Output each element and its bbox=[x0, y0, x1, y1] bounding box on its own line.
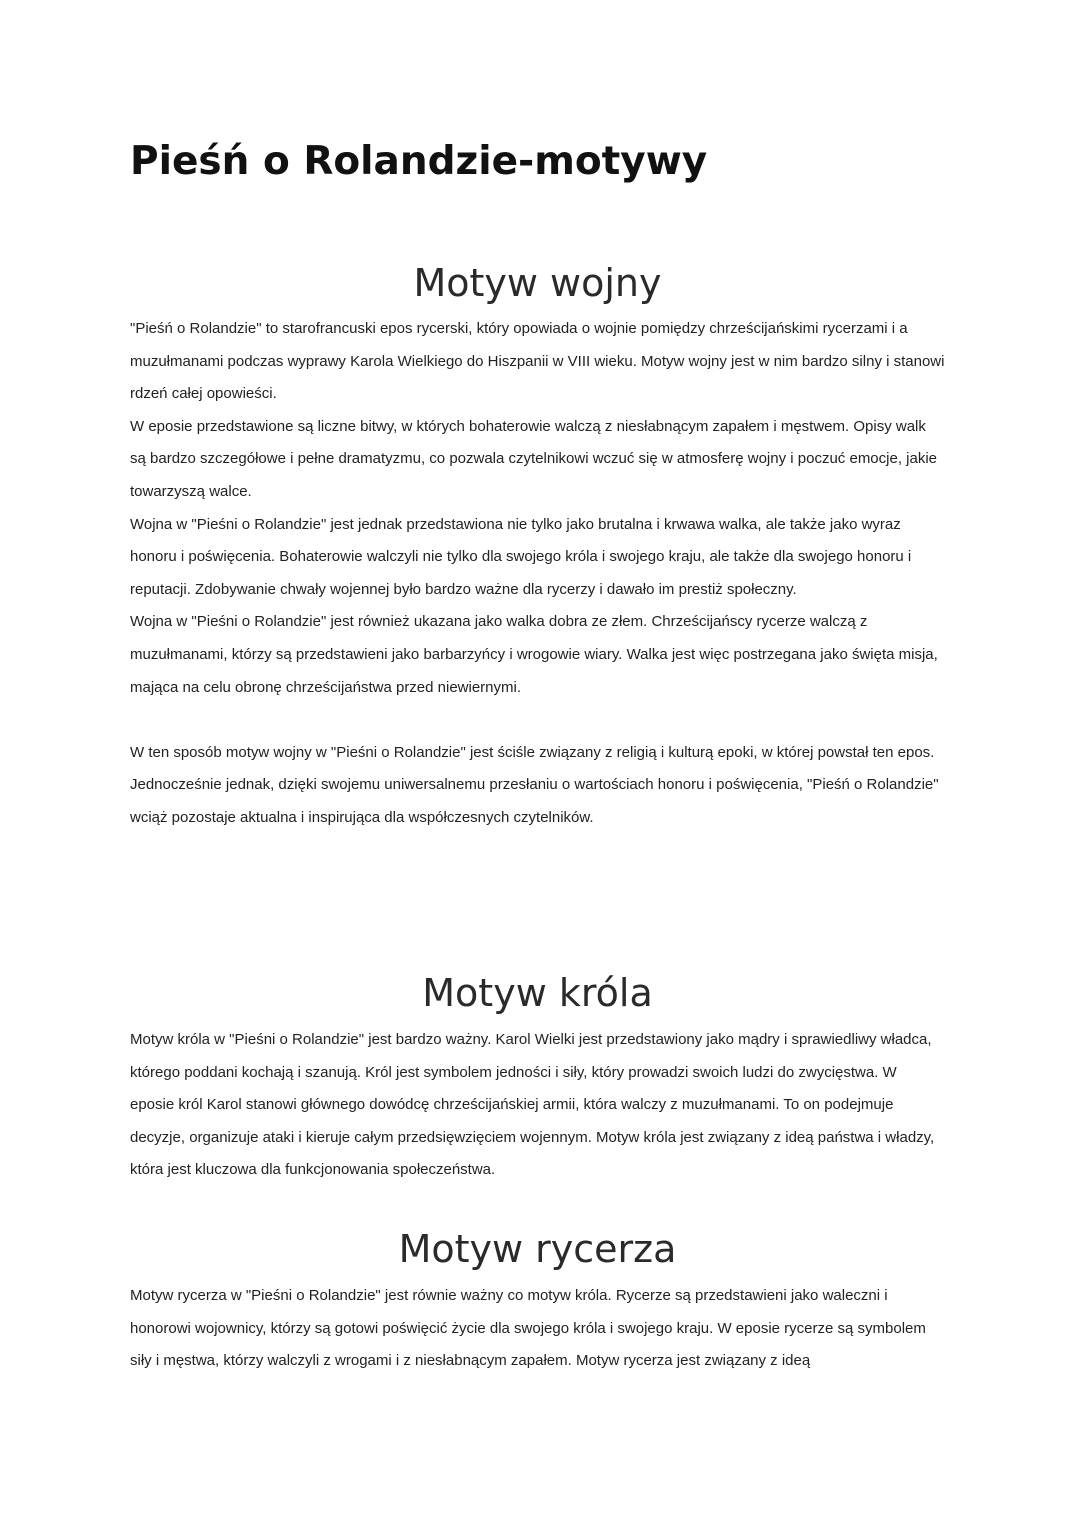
section-body-king bbox=[130, 1024, 945, 1187]
section-body-knight bbox=[130, 1280, 945, 1378]
section-heading-knight: Motyw rycerza bbox=[398, 1227, 677, 1271]
paragraph: W eposie przedstawione są liczne bitwy, w których bohaterowie walczą z niesłabnącym zapałem i męstwem. Opisy walk są bardzo szczegółowe i pełne dramatyzmu, co pozwala czytelnikowi wczuć się w atmosferę wojny i poczuć emocje, jakie towarzyszą walce. bbox=[130, 417, 938, 500]
paragraph: "Pieśń o Rolandzie" to starofrancuski epos rycerski, który opowiada o wojnie pomiędzy chrześcijańskimi rycerzami i a muzułmanami podczas wyprawy Karola Wielkiego do Hiszpanii w VIII wieku. Motyw wojny jest w nim bardzo silny i stanowi rdzeń całej opowieści. bbox=[130, 320, 945, 403]
paragraph: W ten sposób motyw wojny w "Pieśni o Rolandzie" jest ściśle związany z religią i kulturą epoki, w której powstał ten epos. Jednocześnie jednak, dzięki swojemu uniwersalnemu przesłaniu o wartościach honoru i poświęcenia, "Pieśń o Rolandzie" wciąż pozostaje aktualna i inspirująca dla współczesnych czytelników. bbox=[130, 743, 939, 826]
document-title: Pieśń o Rolandzie-motywy bbox=[130, 139, 708, 184]
paragraph: Wojna w "Pieśni o Rolandzie" jest jednak przedstawiona nie tylko jako brutalna i krwawa walka, ale także jako wyraz honoru i poświęcenia. Bohaterowie walczyli nie tylko dla swojego króla i swojego kraju, ale także dla swojego honoru i reputacji. Zdobywanie chwały wojennej było bardzo ważne dla rycerzy i dawało im prestiż społeczny. bbox=[130, 515, 912, 598]
section-heading-king: Motyw króla bbox=[422, 971, 653, 1015]
paragraph: Motyw króla w "Pieśni o Rolandzie" jest bardzo ważny. Karol Wielki jest przedstawiony jako mądry i sprawiedliwy władca, którego poddani kochają i szanują. Król jest symbolem jedności i siły, który prowadzi swoich ludzi do zwycięstwa. W eposie król Karol stanowi głównego dowódcę chrześcijańskiej armii, która walczy z muzułmanami. To on podejmuje decyzje, organizuje ataki i kieruje całym przedsięwzięciem wojennym. Motyw króla jest związany z ideą państwa i władzy, która jest kluczowa dla funkcjonowania społeczeństwa. bbox=[130, 1031, 935, 1179]
section-heading-war: Motyw wojny bbox=[413, 261, 662, 305]
section-body-war bbox=[130, 313, 945, 835]
paragraph: Wojna w "Pieśni o Rolandzie" jest również ukazana jako walka dobra ze złem. Chrześcijańscy rycerze walczą z muzułmanami, którzy są przedstawieni jako barbarzyńcy i wrogowie wiary. Walka jest więc postrzegana jako święta misja, mająca na celu obronę chrześcijaństwa przed niewiernymi. bbox=[130, 613, 938, 696]
paragraph: Motyw rycerza w "Pieśni o Rolandzie" jest równie ważny co motyw króla. Rycerze są przedstawieni jako waleczni i honorowi wojownicy, którzy są gotowi poświęcić życie dla swojego króla i swojego kraju. W eposie rycerze są symbolem siły i męstwa, którzy walczyli z wrogami i z niesłabnącym zapałem. Motyw rycerza jest związany z ideą bbox=[130, 1287, 926, 1370]
